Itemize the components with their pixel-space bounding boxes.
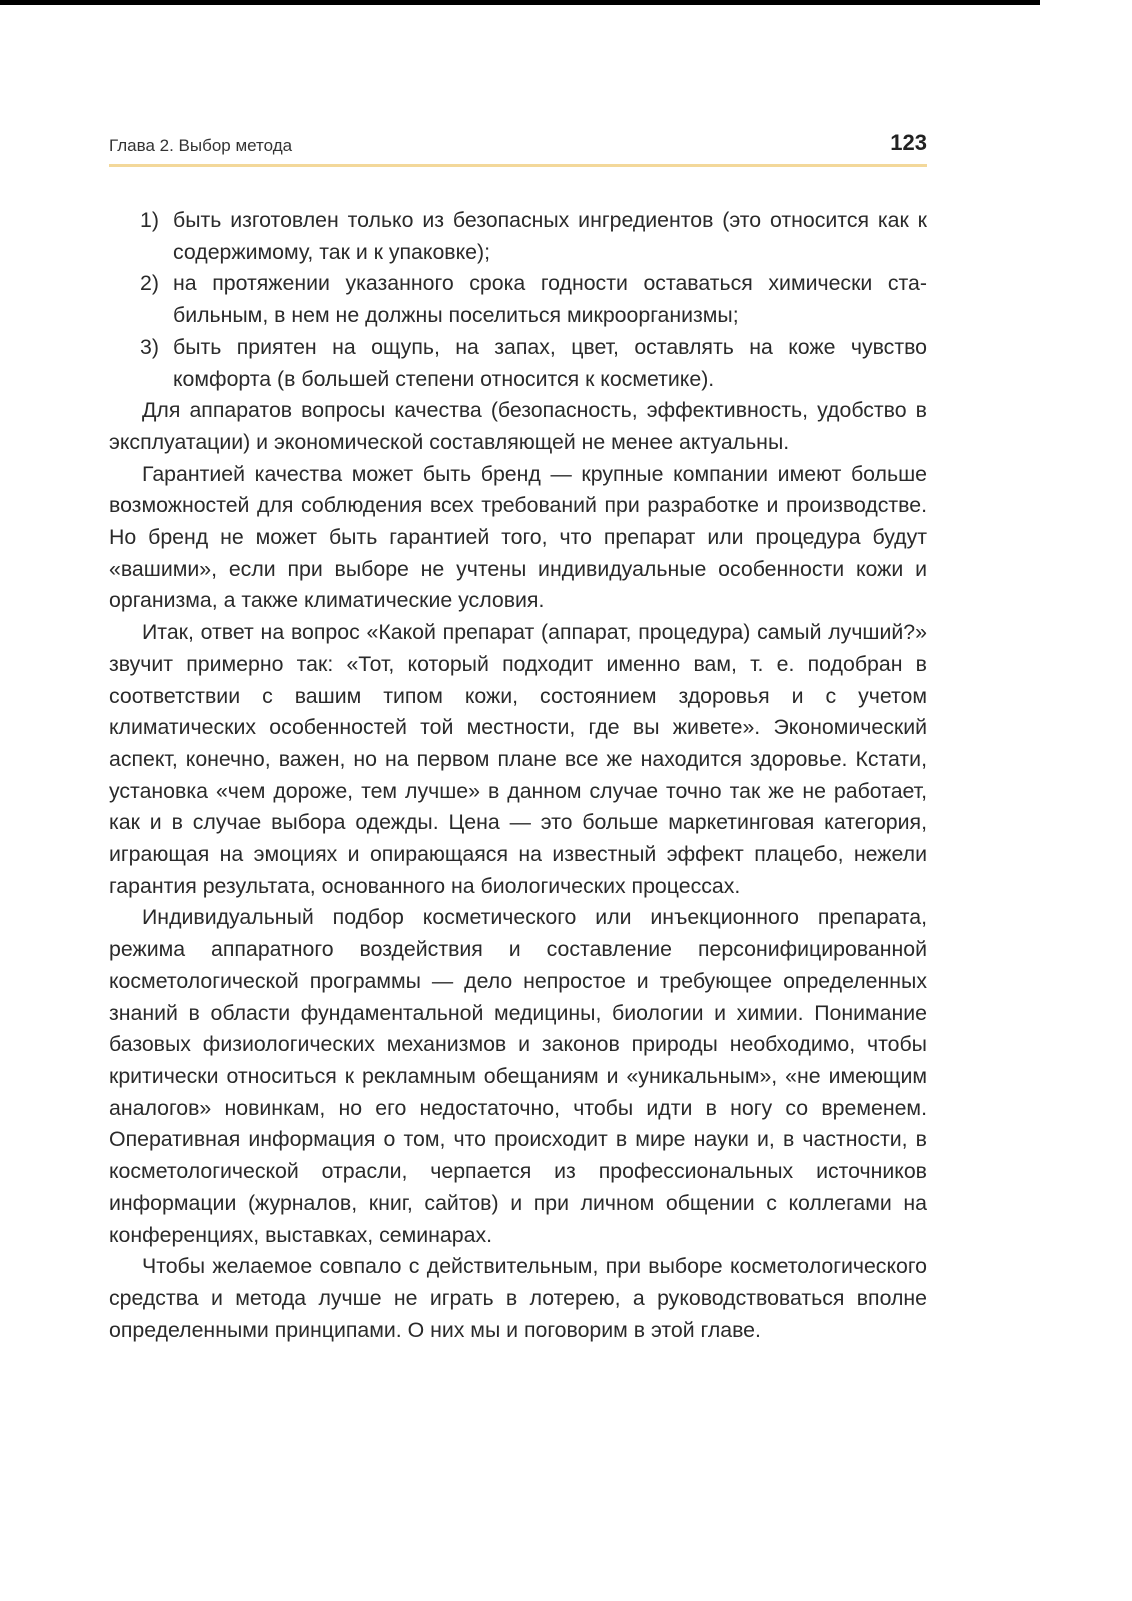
top-border	[0, 0, 1040, 5]
requirements-list	[109, 205, 927, 395]
list-item	[109, 268, 927, 331]
list-item	[109, 332, 927, 395]
list-item-text: на протяжении указанного срока годности оставаться химически стабильным, в нем не должны поселиться микроорганизмы;	[173, 271, 927, 328]
list-item	[109, 205, 927, 268]
list-item-text: быть изготовлен только из безопасных ингредиентов (это относится как к содержимому, так и к упаковке);	[173, 208, 927, 264]
list-item-number: 1)	[140, 208, 159, 232]
body-paragraph: Итак, ответ на вопрос «Какой препарат (аппарат, процедура) самый лучший?» звучит примерно так: «Тот, который подходит именно вам, т. е. подобран в соответствии с вашим типом кожи, состоянием здоровья и с учетом климатических особенностей той местности, где вы живете». Экономический аспект, конечно, важен, но на первом плане все же находится здоровье. Кстати, установка «чем дороже, тем лучше» в данном случае точно так же не работает, как и в случае выбора одежды. Цена — это больше маркетинговая категория, играющая на эмоциях и опирающаяся на известный эффект плацебо, нежели гарантия результата, основанного на биологических процессах.	[109, 620, 927, 898]
body-paragraph: Для аппаратов вопросы качества (безопасность, эффективность, удобство в эксплуатации) и экономической составляющей не менее актуальны.	[109, 398, 927, 454]
list-item-text: быть приятен на ощупь, на запах, цвет, оставлять на коже чувство комфорта (в большей степени относится к косметике).	[173, 334, 927, 391]
body-paragraph: Индивидуальный подбор косметического или инъекционного препарата, режима аппаратного воздействия и составление персонифицированной косметологической программы — дело непростое и требующее определенных знаний в области фундаментальной медицины, биологии и химии. Понимание базовых физиологических механизмов и законов природы необходимо, чтобы критически относиться к рекламным обещаниям и «уникальным», «не имеющим аналогов» новинкам, но его недостаточно, чтобы идти в ногу со временем. Оперативная информация о том, что происходит в мире науки и, в частности, в косметологической отрасли, черпается из профессиональных источников информации (журналов, книг, сайтов) и при личном общении с коллегами на конференциях, выставках, семинарах.	[109, 905, 927, 1247]
page-header	[109, 130, 927, 167]
body-paragraph: Чтобы желаемое совпало с действительным, при выборе косметологического средства и метода лучше не играть в лотерею, а руководствоваться вполне определенными принципами. О них мы и поговорим в этой главе.	[109, 1254, 927, 1342]
list-item-number: 3)	[140, 334, 159, 359]
running-head: Глава 2. Выбор метода	[109, 136, 293, 155]
body-paragraph: Гарантией качества может быть бренд — крупные компании имеют больше возможностей для соблюдения всех требований при разработке и производстве. Но бренд не может быть гарантией того, что препарат или процедура будут «вашими», если при выборе не учтены индивидуальные особенности кожи и организма, а также климатические условия.	[109, 461, 927, 613]
page-number: 123	[890, 130, 927, 155]
page-body	[109, 205, 927, 1346]
list-item-number: 2)	[140, 271, 159, 296]
